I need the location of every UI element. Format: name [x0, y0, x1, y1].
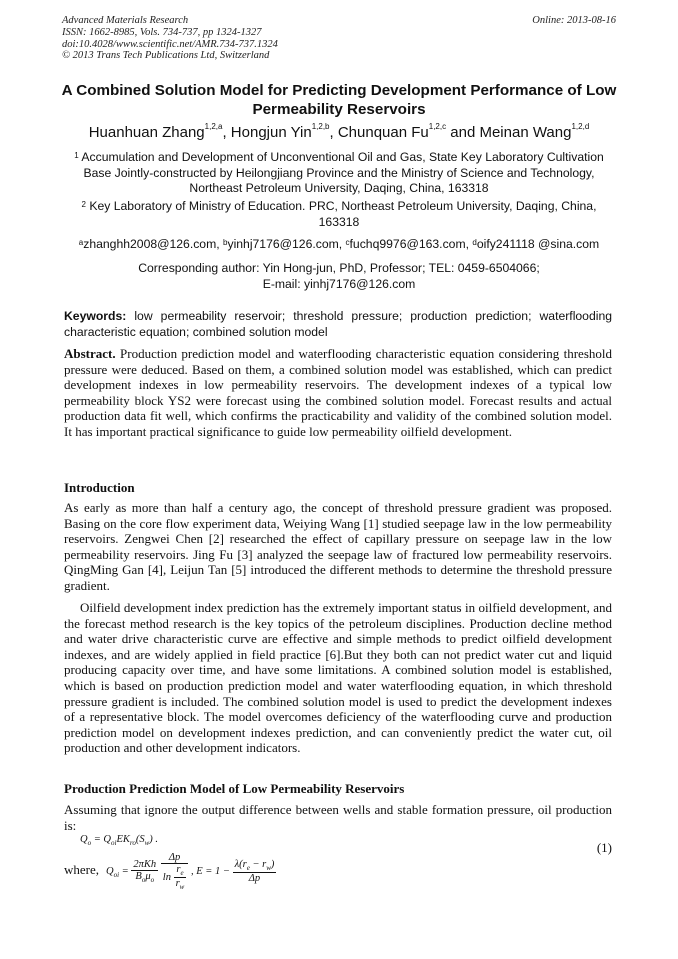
email-list: $^a$zhanghh2008@126.com, $^b$yinhj7176@126.com, $^c$fuchq9976@163.com, $^d$oify241118 @sina.com [78, 237, 600, 251]
equation-definitions: $Q_{oi}$ = $\frac{\text{2πKh}}{B_o\mu_o}$ Δp ln $\frac{r_e}{r_w}$ , E = 1 − $\frac{\lambda(r_e - r_w)}{\Delta p}$ [106, 852, 275, 892]
corresponding-author: Corresponding author: Yin Hong-jun, PhD, Professor; TEL: 0459-6504066; E-mail: yinhj7176@126.com [138, 261, 540, 291]
author: Meinan Wang$^{1,2,d}$ [479, 122, 590, 141]
equation-1: $Q_o = Q_{oi}EK_{ro}(S_w)$ . [80, 834, 159, 848]
where-label: where, [64, 862, 100, 877]
equation-number: (1) [596, 840, 612, 855]
author-list [40, 124, 638, 141]
keywords-label: Keywords: [64, 309, 127, 323]
journal-header [62, 15, 278, 62]
online-date: Online: 2013-08-16 [532, 15, 616, 26]
paper-title: A Combined Solution Model for Predicting Development Performance of Low Permeability Reservoirs [61, 82, 617, 118]
keywords: Keywords: low permeability reservoir; threshold pressure; production prediction; waterflooding characteristic equation; combined solution model [64, 309, 612, 339]
doi-line: doi:10.4028/www.scientific.net/AMR.734-737.1324 [62, 38, 278, 50]
author: Hongjun Yin$^{1,2,b}$, [230, 122, 338, 141]
affiliation-1: $^1$ Accumulation and Development of Unconventional Oil and Gas, State Key Laboratory Cultivation Base Jointly-constructed by Heilongjiang Province and the Ministry of Science and Technology, Northeast Petroleum University, Daqing, China, 163318 [74, 150, 604, 195]
section-heading: Production Prediction Model of Low Permeability Reservoirs [64, 781, 405, 796]
section-paragraph: Assuming that ignore the output difference between wells and stable formation pressure, oil production is: [64, 802, 612, 833]
introduction-paragraph-2: Oilfield development index prediction has the extremely important status in oilfield development, and the forecast method research is the key topics of the petroleum disciplines. Production decline method and water drive characteristic curve are effective and simple methods to predict oilfield development indexes, and are widely applied in field practice [6].But they both can not predict water cut and liquid producing capacity over time, and have some limitations. A combined solution model is established, which is based on production prediction model and water waterflooding equation, in which threshold pressure gradient is included. The combined solution model is used to predict the development indexes of a representative block. The model overcomes deficiency of the waterflooding curve and production prediction model on development indexes prediction, and can conveniently predict the water cut, oil production and other development indicators. [64, 600, 612, 756]
abstract-label: Abstract. [64, 346, 116, 361]
copyright-line: © 2013 Trans Tech Publications Ltd, Switzerland [62, 50, 270, 62]
affiliation-2: $^2$ Key Laboratory of Ministry of Education. PRC, Northeast Petroleum University, Daqing, China, 163318 [81, 199, 597, 229]
abstract: Abstract. Production prediction model and waterflooding characteristic equation considering threshold pressure were deduced. Based on them, a combined solution model was established, which can predict development indexes in low permeability reservoirs. The development indexes of a typical low permeability block YS2 were forecast using the combined solution model. Forecast results and actual production data fit well, which confirms the practicability and validity of the combined solution model. It has important practical significance to guide low permeability oilfield development. [64, 346, 612, 439]
author: Huanhuan Zhang$^{1,2,a}$, [88, 122, 231, 141]
issn-line: ISSN: 1662-8985, Vols. 734-737, pp 1324-1327 [62, 26, 262, 38]
journal-name: Advanced Materials Research [62, 15, 189, 26]
introduction-paragraph-1: As early as more than half a century ago, the concept of threshold pressure gradient was proposed. Basing on the core flow experiment data, Weiying Wang [1] studied seepage law in the low permeability reservoirs. Zengwei Chen [2] researched the effect of capillary pressure on seepage law in the low permeability reservoirs. Jing Fu [3] analyzed the seepage law of fractured low permeability reservoirs. QingMing Gan [4], Leijun Tan [5] introduced the different methods to determine the threshold pressure gradient. [64, 500, 612, 593]
introduction-heading: Introduction [64, 480, 135, 495]
author: Chunquan Fu$^{1,2,c}$ and [337, 122, 480, 141]
